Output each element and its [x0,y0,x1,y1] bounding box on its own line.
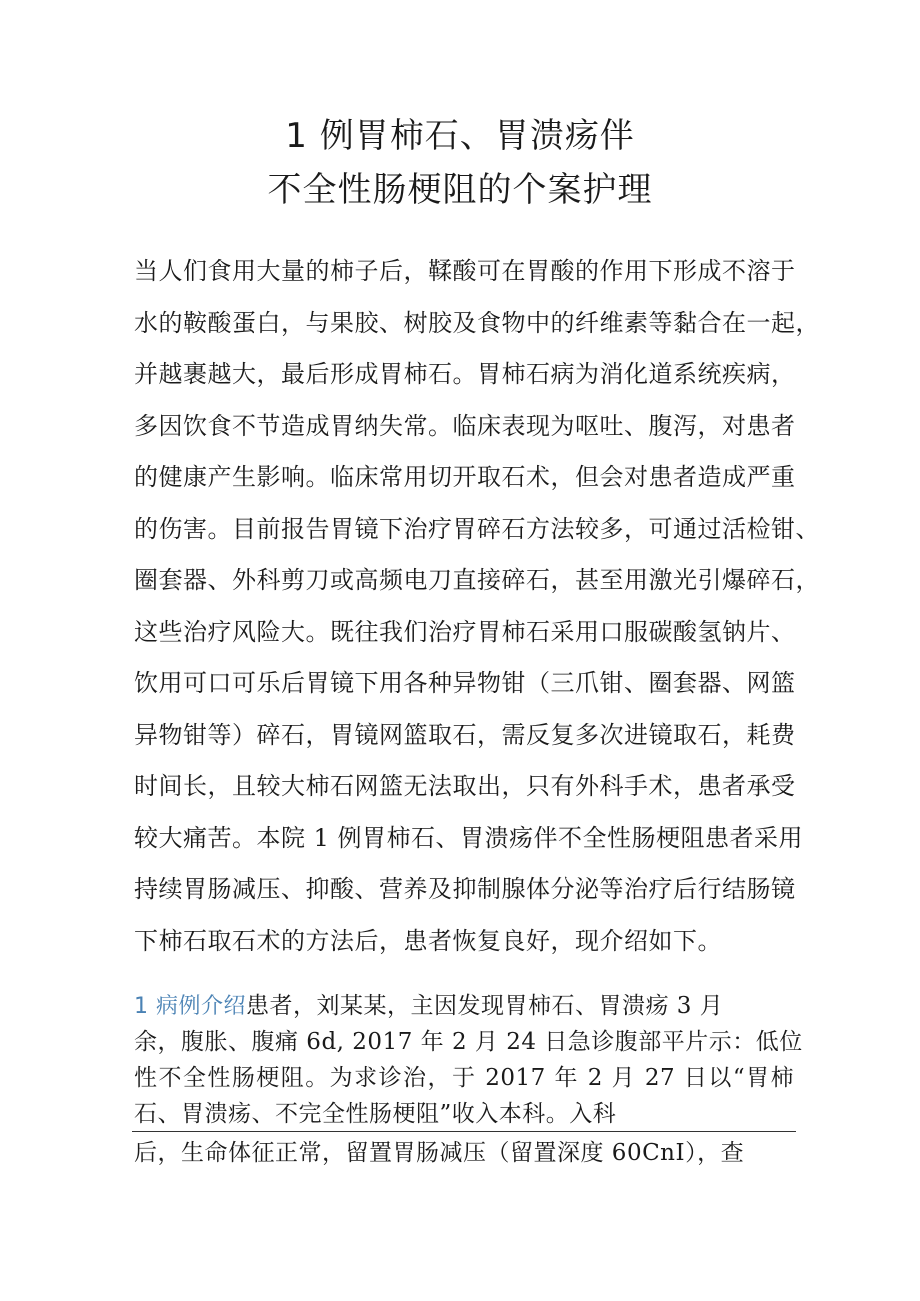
intro-line: 较大痛苦。本院 1 例胃柿石、胃溃疡伴不全性肠梗阻患者采用 [134,823,804,852]
case-line: 后，生命体征正常，留置胃肠减压（留置深度 60CnI），查 [134,1140,745,1166]
divider-rule [132,1131,796,1132]
case-line-text: 患者，刘某某，主因发现胃柿石、胃溃疡 3 月 [246,993,724,1019]
intro-line: 的伤害。目前报告胃镜下治疗胃碎石方法较多，可通过活检钳、 [134,514,820,543]
intro-line: 的健康产生影响。临床常用切开取石术，但会对患者造成严重 [134,463,796,491]
intro-paragraph [134,246,820,967]
intro-line: 多因饮食不节造成胃纳失常。临床表现为呕吐、腹泻，对患者 [134,411,796,440]
intro-line: 当人们食用大量的柿子后，鞣酸可在胃酸的作用下形成不溶于 [134,257,796,285]
intro-line: 饮用可口可乐后胃镜下用各种异物钳（三爪钳、圈套器、网篮 [134,669,796,697]
case-line: 石、胃溃疡、不完全性肠梗阻”收入本科。入科 [134,1101,617,1127]
case-continuation [134,1134,794,1172]
intro-line: 持续胃肠减压、抑酸、营养及抑制腺体分泌等治疗后行结肠镜 [134,875,796,903]
intro-line: 并越裹越大，最后形成胃柿石。胃柿石病为消化道系统疾病， [134,360,796,388]
case-line: 性不全性肠梗阻。为求诊治，于 2017 年 2 月 27 日以“胃柿 [134,1065,794,1091]
intro-line: 异物钳等）碎石，胃镜网篮取石，需反复多次进镜取石，耗费 [134,720,796,749]
title-line-2: 不全性肠梗阻的个案护理 [267,170,653,210]
case-line: 余，腹胀、腹痛 6d, 2017 年 2 月 24 日急诊腹部平片示：低位 [134,1029,803,1055]
intro-line: 这些治疗风险大。既往我们治疗胃柿石采用口服碳酸氢钠片、 [134,617,796,646]
intro-line: 下柿石取石术的方法后，患者恢复良好，现介绍如下。 [134,926,722,955]
case-line-first [134,988,794,1024]
title-line-1: 1 例胃柿石、胃溃疡伴 [285,116,635,156]
case-section [134,988,803,1132]
intro-line: 时间长，且较大柿石网篮无法取出，只有外科手术，患者承受 [134,772,796,800]
intro-line: 圈套器、外科剪刀或高频电刀直接碎石，甚至用激光引爆碎石， [134,566,820,594]
intro-line: 水的鞍酸蛋白，与果胶、树胶及食物中的纤维素等黏合在一起， [134,308,820,337]
case-heading: 1 病例介绍 [134,994,246,1019]
